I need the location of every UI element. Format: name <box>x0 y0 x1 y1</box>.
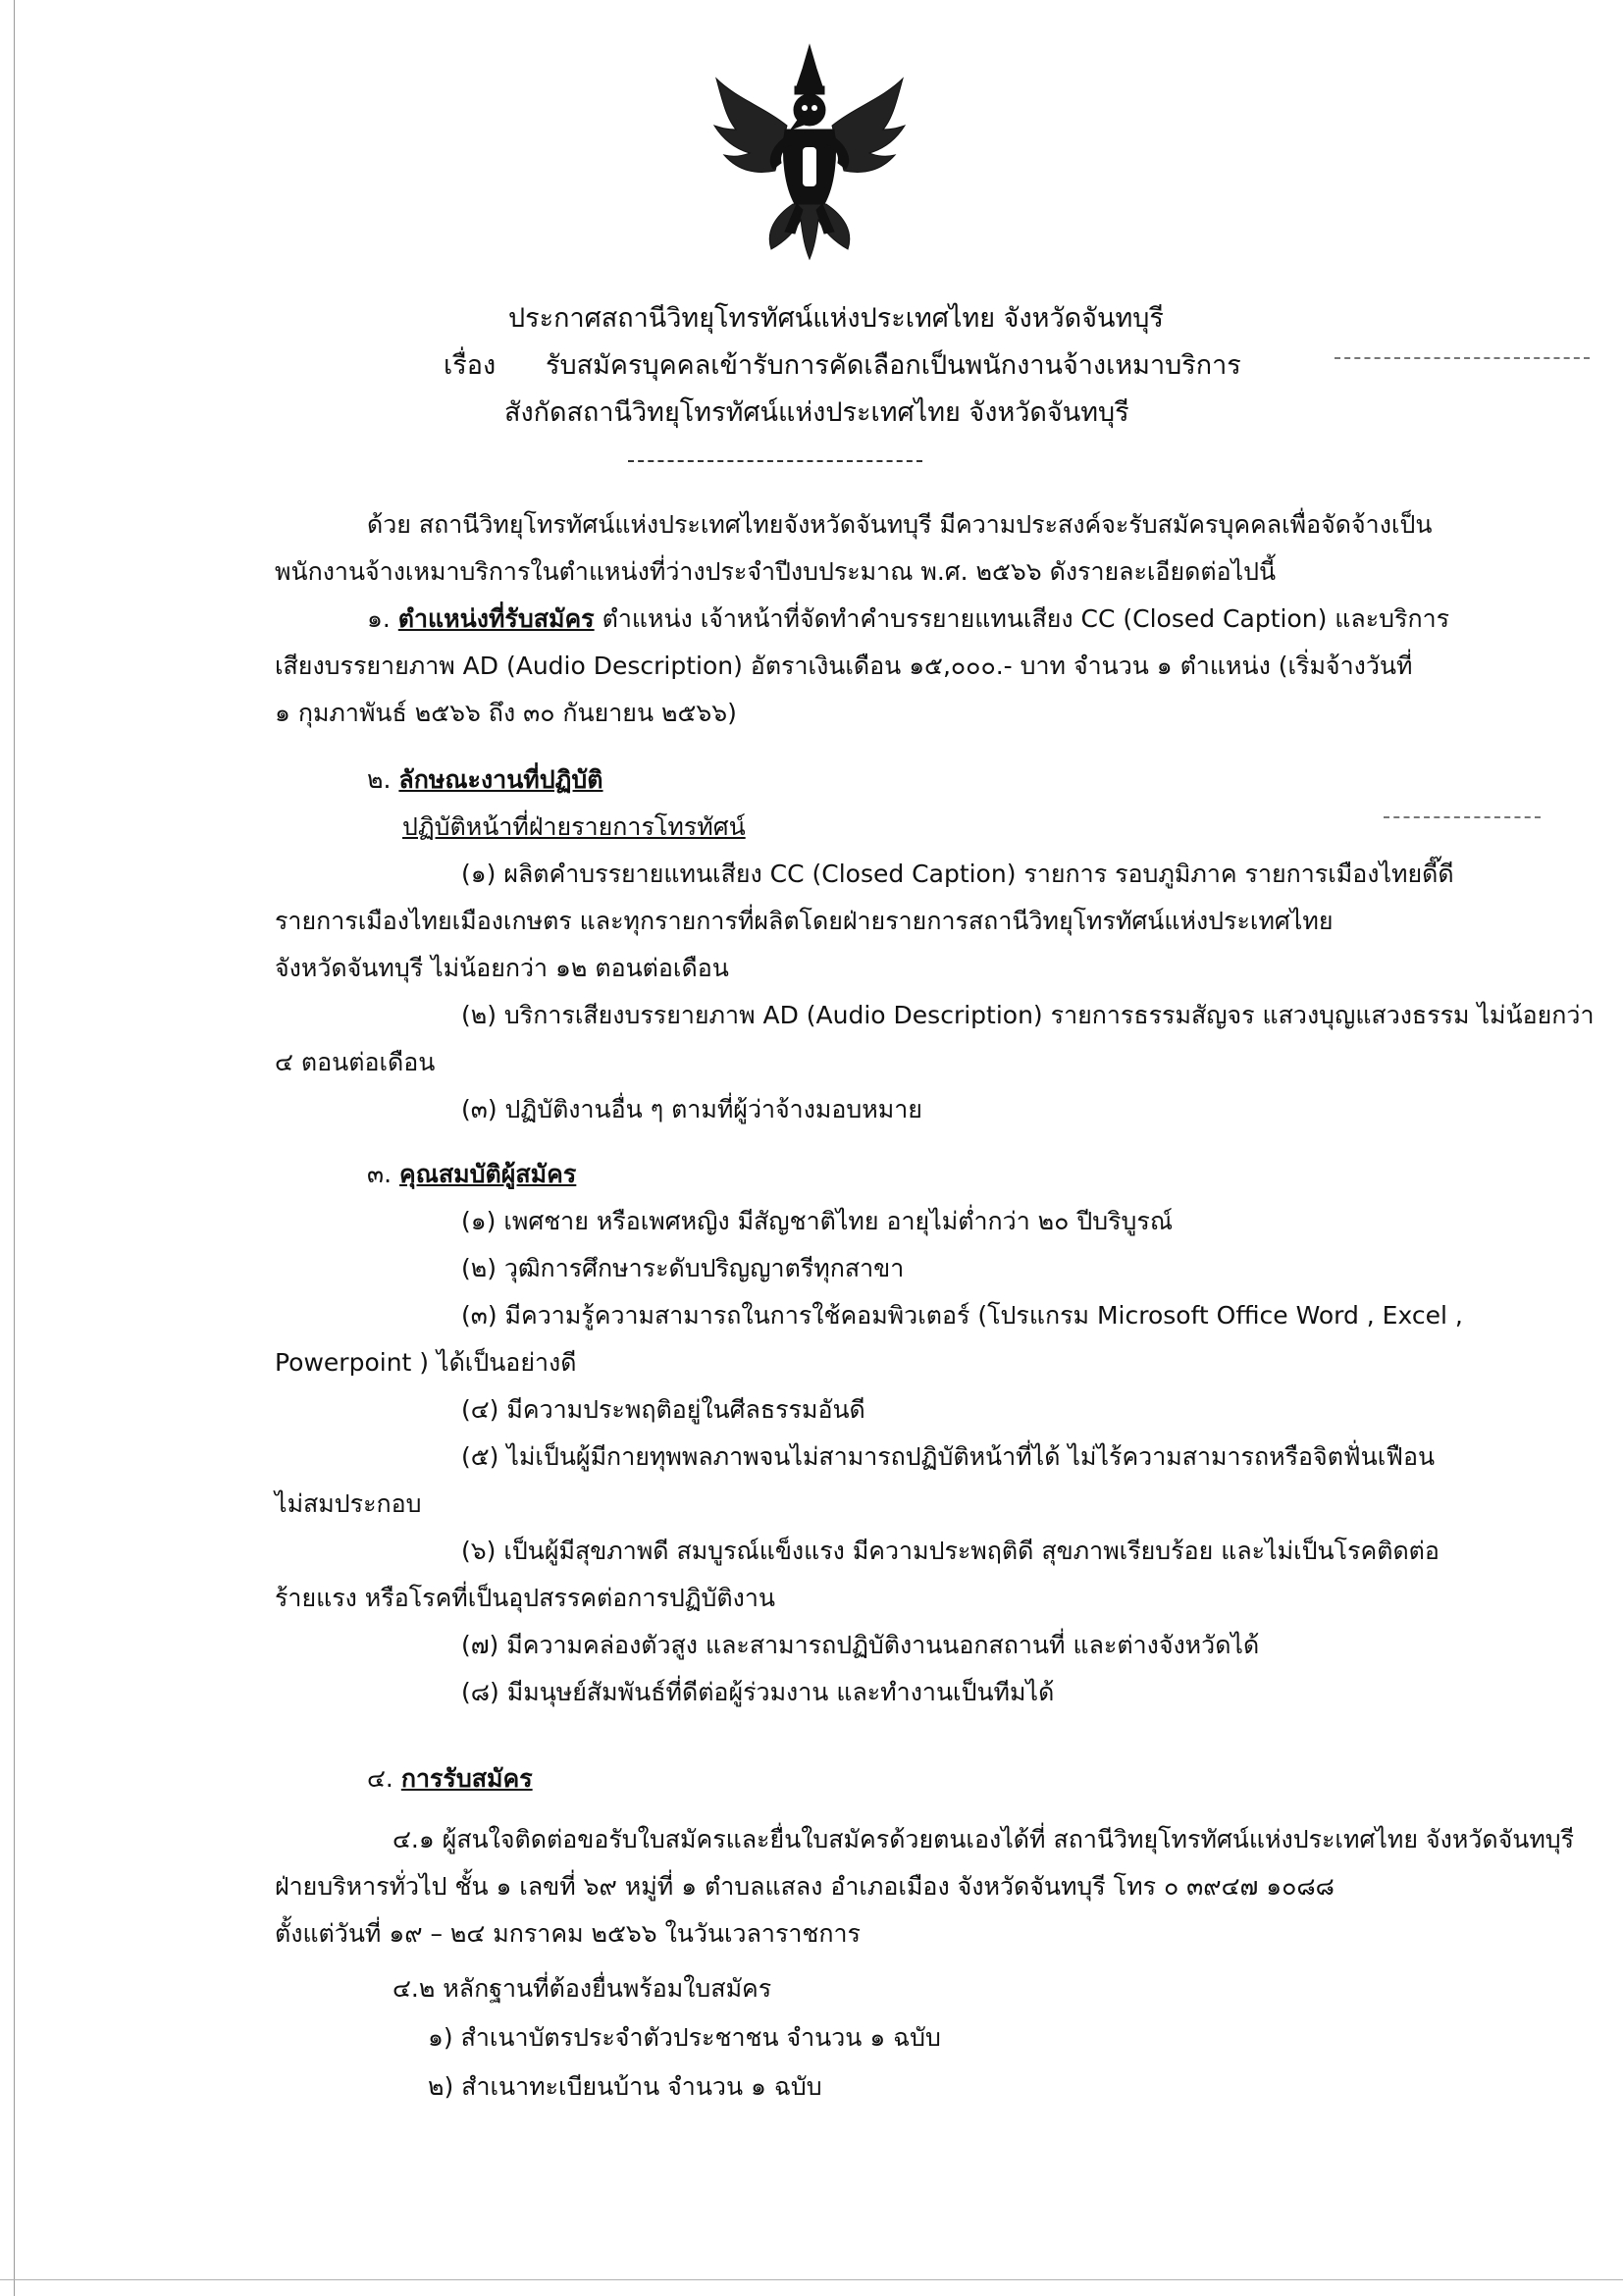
section-1-title: ตำแหน่งที่รับสมัคร <box>397 604 595 633</box>
section-3-item-1: (๑) เพศชาย หรือเพศหญิง มีสัญชาติไทย อายุไม่ต่ำกว่า ๒๐ ปีบริบูรณ์ <box>461 1207 1174 1235</box>
section-1-line-1: ตำแหน่ง เจ้าหน้าที่จัดทำคำบรรยายแทนเสียง CC (Closed Caption) และบริการ <box>602 604 1450 633</box>
section-3-item-2: (๒) วุฒิการศึกษาระดับปริญญาตรีทุกสาขา <box>461 1254 905 1282</box>
section-3-item-5-line-2: ไม่สมประกอบ <box>275 1489 422 1518</box>
section-2-item-2-line-2: ๔ ตอนต่อเดือน <box>275 1048 436 1076</box>
section-1-line-3: ๑ กุมภาพันธ์ ๒๕๖๖ ถึง ๓๐ กันยายน ๒๕๖๖) <box>275 699 737 727</box>
section-4-1-line-1: ๔.๑ ผู้สนใจติดต่อขอรับใบสมัครและยื่นใบสมัครด้วยตนเองได้ที่ สถานีวิทยุโทรทัศน์แห่งประเทศไทย จังหวัดจันทบุรี <box>393 1825 1575 1853</box>
subject-line: รับสมัครบุคคลเข้ารับการคัดเลือกเป็นพนักงานจ้างเหมาบริการ <box>546 350 1241 381</box>
garuda-emblem-icon <box>707 39 913 265</box>
intro-line-2: พนักงานจ้างเหมาบริการในตำแหน่งที่ว่างประจำปีงบประมาณ พ.ศ. ๒๕๖๖ ดังรายละเอียดต่อไปนี้ <box>275 557 1277 586</box>
title-separator <box>628 460 922 462</box>
section-3-item-3-line-2: Powerpoint ) ได้เป็นอย่างดี <box>275 1348 577 1377</box>
section-1-heading <box>367 602 1449 636</box>
section-2-item-3: (๓) ปฏิบัติงานอื่น ๆ ตามที่ผู้ว่าจ้างมอบหมาย <box>461 1095 922 1123</box>
section-4-1-line-3: ตั้งแต่วันที่ ๑๙ – ๒๔ มกราคม ๒๕๖๖ ในวันเวลาราชการ <box>275 1919 861 1948</box>
section-3-item-6-line-1: (๖) เป็นผู้มีสุขภาพดี สมบูรณ์แข็งแรง มีความประพฤติดี สุขภาพเรียบร้อย และไม่เป็นโรคติดต่อ <box>461 1537 1440 1565</box>
section-2-subheading: ปฏิบัติหน้าที่ฝ่ายรายการโทรทัศน์ <box>402 812 746 841</box>
section-3-item-8: (๘) มีมนุษย์สัมพันธ์ที่ดีต่อผู้ร่วมงาน และทำงานเป็นทีมได้ <box>461 1678 1055 1706</box>
section-3-item-7: (๗) มีความคล่องตัวสูง และสามารถปฏิบัติงานนอกสถานที่ และต่างจังหวัดได้ <box>461 1631 1260 1659</box>
section-2-title: ลักษณะงานที่ปฏิบัติ <box>398 765 603 794</box>
section-3-title: คุณสมบัติผู้สมัคร <box>399 1160 577 1188</box>
section-3-item-6-line-2: ร้ายแรง หรือโรคที่เป็นอุปสรรคต่อการปฏิบัติงาน <box>275 1584 775 1612</box>
announcement-title: ประกาศสถานีวิทยุโทรทัศน์แห่งประเทศไทย จังหวัดจันทบุรี <box>508 303 1164 334</box>
section-4-number: ๔. <box>367 1764 393 1793</box>
section-2-item-2-line-1: (๒) บริการเสียงบรรยายภาพ AD (Audio Description) รายการธรรมสัญจร แสวงบุญแสวงธรรม ไม่น้อยกว่า <box>461 1001 1595 1029</box>
subject-prefix: เรื่อง <box>444 350 497 381</box>
section-4-heading <box>367 1762 533 1796</box>
scan-dash-mark <box>1384 816 1541 818</box>
section-1-line-2: เสียงบรรยายภาพ AD (Audio Description) อัตราเงินเดือน ๑๕,๐๐๐.- บาท จำนวน ๑ ตำแหน่ง (เริ่มจ้างวันที่ <box>275 652 1413 680</box>
scan-dash-mark <box>1335 357 1590 359</box>
section-3-number: ๓. <box>367 1160 393 1188</box>
scan-edge-line <box>14 0 15 2296</box>
section-4-1-line-2: ฝ่ายบริหารทั่วไป ชั้น ๑ เลขที่ ๖๙ หมู่ที่ ๑ ตำบลแสลง อำเภอเมือง จังหวัดจันทบุรี โทร ๐ ๓๙๔๗ ๑๐๘๘ <box>275 1872 1335 1901</box>
section-4-2-item-2: ๒) สำเนาทะเบียนบ้าน จำนวน ๑ ฉบับ <box>428 2072 822 2101</box>
section-3-item-3-line-1: (๓) มีความรู้ความสามารถในการใช้คอมพิวเตอร์ (โปรแกรม Microsoft Office Word , Excel , <box>461 1301 1463 1330</box>
section-4-2-item-1: ๑) สำเนาบัตรประจำตัวประชาชน จำนวน ๑ ฉบับ <box>428 2023 941 2052</box>
section-4-title: การรับสมัคร <box>400 1764 533 1793</box>
section-2-item-1-line-3: จังหวัดจันทบุรี ไม่น้อยกว่า ๑๒ ตอนต่อเดือน <box>275 954 729 982</box>
affiliation-line: สังกัดสถานีวิทยุโทรทัศน์แห่งประเทศไทย จังหวัดจันทบุรี <box>504 397 1129 428</box>
intro-line-1: ด้วย สถานีวิทยุโทรทัศน์แห่งประเทศไทยจังหวัดจันทบุรี มีความประสงค์จะรับสมัครบุคคลเพื่อจัดจ้างเป็น <box>367 510 1433 539</box>
section-3-item-4: (๔) มีความประพฤติอยู่ในศีลธรรมอันดี <box>461 1395 865 1424</box>
section-3-item-5-line-1: (๕) ไม่เป็นผู้มีกายทุพพลภาพจนไม่สามารถปฏิบัติหน้าที่ได้ ไม่ไร้ความสามารถหรือจิตฟั่นเฟือน <box>461 1442 1436 1471</box>
section-2-item-1-line-1: (๑) ผลิตคำบรรยายแทนเสียง CC (Closed Caption) รายการ รอบภูมิภาค รายการเมืองไทยดี๊ดี <box>461 860 1454 888</box>
section-2-item-1-line-2: รายการเมืองไทยเมืองเกษตร และทุกรายการที่ผลิตโดยฝ่ายรายการสถานีวิทยุโทรทัศน์แห่งประเทศไทย <box>275 907 1334 935</box>
section-1-number: ๑. <box>367 604 391 633</box>
section-4-2-heading: ๔.๒ หลักฐานที่ต้องยื่นพร้อมใบสมัคร <box>393 1974 772 2003</box>
section-2-heading <box>367 763 603 797</box>
section-2-number: ๒. <box>367 765 392 794</box>
scan-bottom-line <box>0 2279 1623 2280</box>
section-3-heading <box>367 1158 576 1191</box>
